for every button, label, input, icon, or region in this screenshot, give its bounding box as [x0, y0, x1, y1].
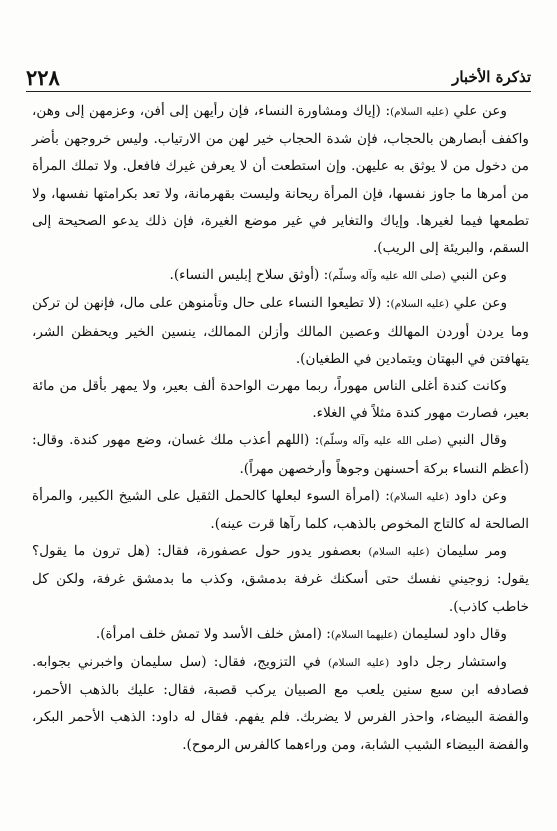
paragraph-text: ومر سليمان [429, 543, 507, 560]
paragraph-text: بعصفور يدور حول عصفورة، فقال: (هل ترون ما يقول؟ يقول: زوجيني نفسك حتى أسكنك غرفة بدمشق، وكذب ما بدمشق غرفة، ولكن كل خاطب كاذب). [32, 543, 529, 615]
paragraph-text: : (امرأة السوء لبعلها كالحمل الثقيل على الشيخ الكبير، والمرأة الصالحة له كالتاج المخوص بالذهب، كلما رآها قرت عينه). [32, 487, 529, 533]
page-number: ٢٢٨ [26, 64, 60, 90]
paragraph [32, 538, 529, 621]
page-body [32, 98, 529, 759]
paragraph-text: وقال داود لسليمان [397, 625, 507, 642]
honorific-note: (عليه السلام) [389, 490, 450, 503]
honorific-note: (عليهما السلام) [330, 628, 398, 641]
running-title: تذكرة الأخبار [452, 68, 531, 86]
honorific-note: (عليه السلام) [390, 298, 449, 311]
paragraph [32, 621, 529, 649]
paragraph-text: وعن داود [449, 487, 507, 504]
paragraph-text: وقال النبي [441, 432, 507, 449]
honorific-note: (عليه السلام) [368, 546, 430, 559]
header-rule [26, 91, 531, 92]
paragraph-text: وعن علي [449, 295, 508, 312]
paragraph-text: : (اللهم أعذب ملك غسان، وضع مهور كندة. وقال: (أعظم النساء بركة أحسنهن وجوهاً وأرخصهن مهراً). [32, 432, 529, 477]
paragraph-text: واستشار رجل داود [389, 654, 507, 671]
paragraph-text: وعن النبي [445, 267, 507, 284]
paragraph [32, 98, 529, 262]
paragraph-text: : (إياك ومشاورة النساء، فإن رأيهن إلى أفن، وعزمهن إلى وهن، واكفف أبصارهن بالحجاب، فإن شدة الحجاب خير لهن من الارتياب. وليس خروجهن بأضر من دخول من لا يوثق به عليهن. وإن استطعت أن لا يعرفن غيرك فافعل. ولا تملك المرأة من أمرها ما جاوز نفسها، فإن المرأة ريحانة وليست بقهرمانة، ولا تعد بكرامتها نفسها، ولا تطمعها فيما لغيرها. وإياك والتغاير في غير موضع الغيرة، فإن ذلك يدعو الصحيحة إلى السقم، والبريئة إلى الريب). [32, 103, 529, 257]
honorific-note: (عليه السلام) [390, 106, 449, 118]
paragraph [32, 483, 529, 538]
paragraph [32, 649, 529, 759]
paragraph-text: في التزويج، فقال: (سل سليمان واخبرني بجوابه. فصادفه ابن سبع سنين يلعب مع الصبيان يركب قصبة، فقال: عليك بالذهب الأحمر، والفضة البيضاء، واحذر الفرس لا يضربك. فلم يفهم. فقال له داود: الذهب الأحمر البكر، والفضة البيضاء الشيب الشابة، ومن وراءهما كالفرس الرموح). [32, 654, 529, 753]
paragraph [32, 262, 529, 290]
paragraph [32, 427, 529, 482]
paragraph-text: : (لا تطيعوا النساء على حال وتأمنوهن على مال، فإنهن لن تركن وما يردن أوردن المهالك وعصين المالك وأزلن الممالك، ينسين الخير ويحفظن الشر، يتهافتن في البهتان ويتمادين في الطغيان). [32, 295, 529, 367]
paragraph-text: وكانت كندة أغلى الناس مهوراً، ربما مهرت الواحدة ألف بعير، ولا يمهر بأقل من مائة بعير، فصارت مهور كندة مثلاً في الغلاء. [32, 378, 529, 422]
honorific-note: (صلى الله عليه وآله وسلّم) [328, 270, 446, 283]
paragraph-text: : (أوثق سلاح إبليس النساء). [169, 267, 329, 284]
honorific-note: (عليه السلام) [328, 657, 390, 670]
honorific-note: (صلى الله عليه وآله وسلّم) [319, 435, 442, 448]
page-header [26, 64, 531, 90]
paragraph-text: : (امش خلف الأسد ولا تمش خلف امرأة). [95, 625, 331, 642]
paragraph-text: وعن علي [448, 103, 507, 119]
paragraph [32, 290, 529, 373]
paragraph [32, 373, 529, 427]
